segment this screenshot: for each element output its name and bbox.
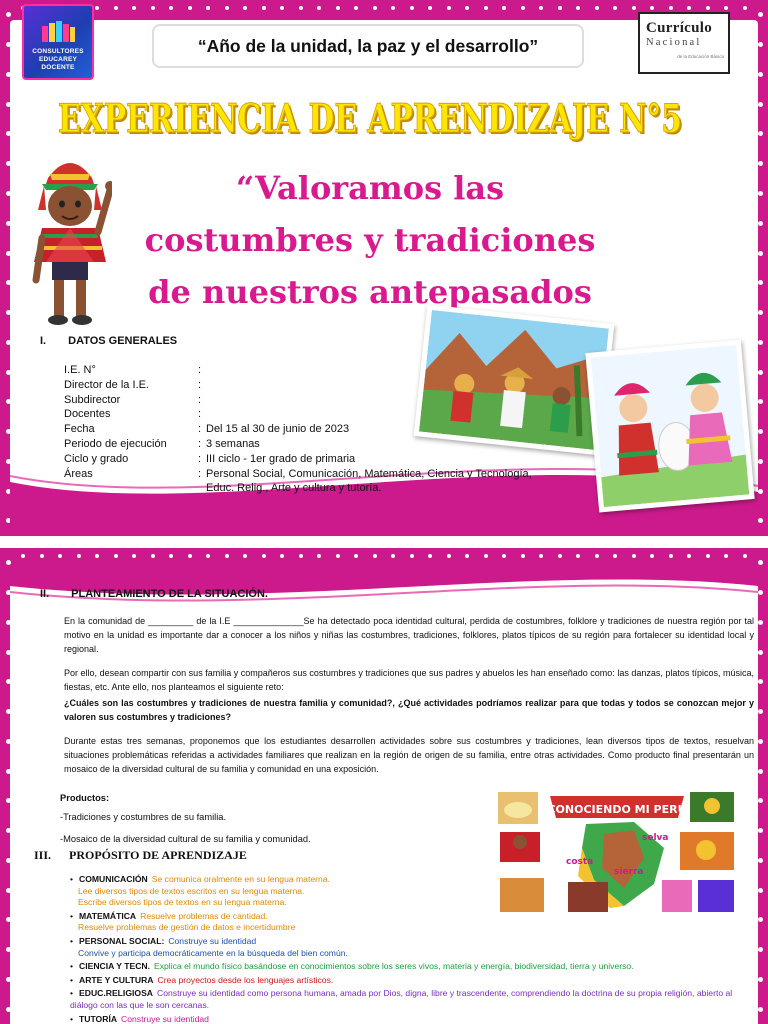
section-title: PROPÓSITO DE APRENDIZAJE: [69, 848, 247, 862]
area-name: CIENCIA Y TECN.: [79, 961, 150, 972]
datos-row-label: Director de la I.E.: [64, 378, 149, 391]
situacion-heading: [40, 588, 268, 600]
datos-row-label: Docentes: [64, 408, 111, 421]
proposito-area: [70, 911, 750, 934]
datos-row-label: [64, 481, 198, 496]
section-number: I.: [40, 335, 47, 347]
producto-item: -Mosaico de la diversidad cultural de su familia y comunidad.: [60, 834, 311, 844]
proposito-area: [70, 1014, 750, 1024]
main-title-line-2: costumbres y tradiciones: [144, 221, 596, 259]
datos-row: [64, 467, 560, 482]
section-number: II.: [40, 588, 50, 600]
andean-landscape-photo: [414, 305, 615, 456]
datos-row-value: 3 semanas: [206, 437, 260, 450]
area-competency: Resuelve problemas de gestión de datos e incertidumbre: [78, 922, 296, 933]
situacion-challenge: ¿Cuáles son las costumbres y tradiciones de nuestra familia y comunidad?, ¿Qué actividades podríamos realizar para que todas y todos se conozcan mejor y valoren sus costumbres y tradiciones?: [64, 698, 754, 722]
situacion-paragraph-4: Durante estas tres semanas, proponemos que los estudiantes desarrollen actividades sobre sus costumbres y tradiciones, lean diversos tipos de textos, resuelvan situaciones problemáticas referidas a actividades familiares que realizan en la región de origen de su familia, entre otras actividades. Como producto final presentarán un mosaico de la diversidad cultural de su familia y comunidad en una exposición.: [64, 736, 754, 774]
datos-row-label: Ciclo y grado: [64, 452, 129, 465]
productos-heading: Productos:: [60, 793, 110, 803]
andean-children-photo: [585, 340, 754, 513]
experience-title: [50, 86, 690, 144]
datos-row-label: Periodo de ejecución: [64, 437, 167, 450]
bullet-icon: •: [70, 874, 74, 884]
datos-row-separator: :: [198, 452, 202, 465]
bullet-icon: •: [70, 988, 74, 999]
area-name: TUTORÍA: [79, 1013, 118, 1024]
datos-row-separator: :: [198, 393, 202, 406]
datos-row: [64, 452, 560, 467]
curriculo-subtitle: Nacional: [646, 37, 702, 48]
curriculo-title: Currículo: [646, 20, 713, 36]
datos-row-value: Personal Social, Comunicación, Matemática, Ciencia y Tecnología,: [206, 467, 532, 480]
bullet-icon: •: [70, 935, 74, 946]
situacion-paragraph-2: Por ello, desean compartir con sus familia y compañeros sus costumbres y tradiciones que sus padres y abuelos les han enseñado como: las danzas, platos típicos, música, fiestas, etc. Ante ello, nos planteamos el siguiente reto:: [64, 668, 754, 692]
collage-label-sierra: sierra: [614, 867, 644, 877]
area-name: EDUC.RELIGIOSA: [79, 988, 154, 999]
logo-text-1: CONSULTORES: [32, 48, 84, 55]
section-title: DATOS GENERALES: [68, 335, 178, 347]
area-competency: Se comunica oralmente en su lengua materna.: [151, 874, 330, 884]
datos-row-separator: :: [198, 408, 202, 421]
datos-row-separator: :: [198, 437, 202, 450]
collage-label-costa: costa: [566, 857, 594, 867]
proposito-area: [70, 936, 750, 959]
landscape-image: [419, 310, 609, 450]
producto-item: -Tradiciones y costumbres de su familia.: [60, 812, 227, 822]
datos-row-value: Del 15 al 30 de junio de 2023: [206, 423, 350, 436]
area-competency: Crea proyectos desde los lenguajes artísticos.: [157, 974, 334, 985]
datos-row-label: Subdirector: [64, 393, 121, 406]
datos-row: [64, 481, 560, 496]
area-competency: Lee diversos tipos de textos escritos en su lengua materna.: [78, 885, 305, 896]
productos-list: [60, 806, 311, 850]
main-title: [100, 162, 640, 318]
proposito-area: [70, 988, 750, 1011]
area-competency: Construye su identidad como persona humana, amada por Dios, digna, libre y trascendente, comprendiendo la doctrina de su propia religión, abierto al diálogo con las que le son cercanas.: [70, 988, 733, 1010]
situacion-paragraph-1: En la comunidad de _________ de la I.E ______________Se ha detectado poca identidad cultural, perdida de costumbres, folklore y tradiciones de nuestra región por tal motivo en la unidad es importante dar a conocer a los niños y niñas las costumbres, tradiciones, folklores, platos típicos de su región para fortalecer su identidad local y regional.: [64, 616, 754, 654]
proposito-area: [70, 874, 750, 909]
bullet-icon: •: [70, 961, 74, 972]
datos-row-label: I.E. N°: [64, 364, 96, 376]
year-motto: “Año de la unidad, la paz y el desarrollo”: [152, 24, 584, 68]
area-competency: Convive y participa democráticamente en la búsqueda del bien común.: [78, 947, 348, 958]
books-icon: [40, 20, 76, 44]
main-title-line-3: de nuestros antepasados: [148, 273, 592, 311]
area-competency: Construye su identidad: [121, 1013, 209, 1024]
datos-row-separator: :: [198, 378, 202, 391]
bullet-icon: •: [70, 974, 74, 985]
experience-title-shadow: EXPERIENCIA DE APRENDIZAJE N°5: [60, 98, 684, 144]
main-title-line-1: “Valoramos las: [235, 169, 505, 207]
curriculo-nacional-logo: [638, 12, 730, 74]
bullet-icon: •: [70, 910, 74, 921]
children-llama-image: [591, 345, 750, 507]
datos-row-separator: :: [198, 467, 202, 480]
datos-row-value: Educ. Relig., Arte y cultura y tutoría.: [206, 482, 382, 495]
area-name: PERSONAL SOCIAL:: [79, 935, 165, 946]
datos-row-label: Áreas: [64, 467, 93, 480]
datos-row-separator: [198, 481, 206, 496]
area-competency: Resuelve problemas de cantidad.: [140, 910, 268, 921]
section-number: III.: [34, 848, 52, 862]
area-name: COMUNICACIÓN: [79, 874, 148, 884]
bullet-icon: •: [70, 1013, 74, 1024]
curriculo-tiny: de la Educación Básica: [677, 54, 724, 59]
border-dots-top-2: [14, 554, 754, 562]
area-competency: Explica el mundo físico basándose en conocimientos sobre los seres vivos, materia y energía, biodiversidad, tierra y universo.: [154, 961, 634, 972]
datos-row-label: Fecha: [64, 423, 95, 436]
section-title: PLANTEAMIENTO DE LA SITUACIÓN.: [71, 588, 268, 600]
datos-row-value: III ciclo - 1er grado de primaria: [206, 452, 356, 465]
logo-text-2: EDUCAREY: [38, 56, 78, 63]
collage-label-selva: selva: [642, 833, 669, 843]
area-competency: Escribe diversos tipos de textos en su lengua materna.: [78, 897, 287, 908]
area-name: MATEMÁTICA: [79, 910, 137, 921]
experience-title-text: EXPERIENCIA DE APRENDIZAJE N°5: [58, 96, 682, 142]
collage-banner: CONOCIENDO MI PERÚ: [547, 803, 687, 816]
area-name: ARTE Y CULTURA: [79, 974, 154, 985]
area-competency: Construye su identidad: [168, 935, 257, 946]
logo-text-3: DOCENTE: [41, 64, 75, 71]
proposito-area: [70, 961, 750, 973]
proposito-heading: [34, 848, 247, 863]
andean-boy-illustration: [28, 150, 112, 330]
proposito-areas-list: [70, 874, 750, 1024]
consultores-logo: [22, 4, 94, 80]
datos-row-separator: :: [198, 423, 202, 436]
proposito-area: [70, 975, 750, 987]
datos-row-separator: :: [198, 364, 202, 376]
